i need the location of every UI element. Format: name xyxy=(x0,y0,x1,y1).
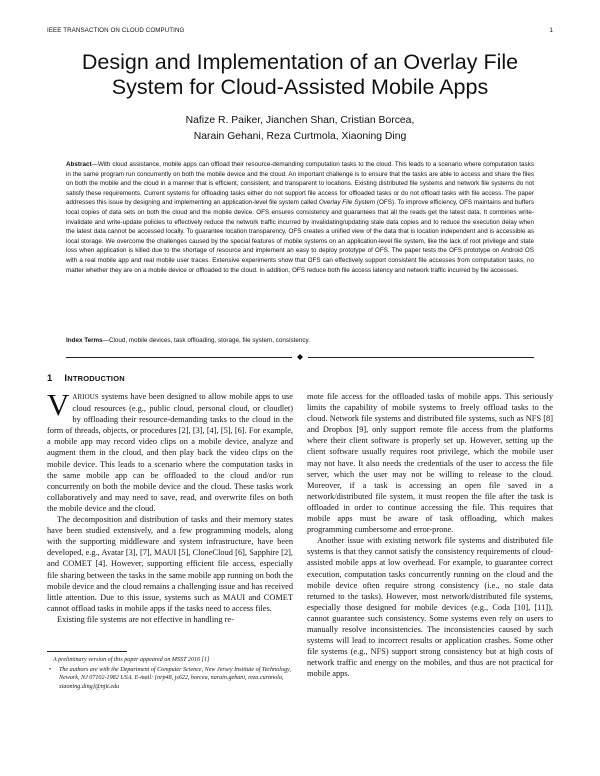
section-title-rest: NTRODUCTION xyxy=(67,374,125,383)
left-column xyxy=(47,387,293,625)
divider-line-left xyxy=(66,357,292,358)
index-terms xyxy=(66,336,534,346)
abstract-system-name: Overlay File System xyxy=(318,199,376,207)
abstract-text-1: —With cloud assistance, mobile apps can offload their resource-demanding computation tasks to the cloud. This leads to a scenario where computation tasks in the same program run concurrently on both the mobile device and the cloud. An important challenge is to ensure that the tasks are able to access and share the files on both the mobile and the cloud in a manner that is efficient, consistent, and transparent to locations. Existing distributed file systems and network file systems do not satisfy these requirements. Current systems for offloading tasks either do not support file access for offloaded tasks or do not offload tasks with file access. The paper addresses this issue by designing and implementing an application-level file system called xyxy=(66,161,534,207)
footnotes xyxy=(47,656,293,691)
right-paragraph-1: mote file access for the offloaded tasks of mobile apps. This seriously limits the capability of mobile systems to freely offload tasks to the cloud. Network file systems and distributed file systems, such as NFS [8] and Dropbox [9], only support remote file access from the platforms where their client software is properly set up. However, setting up the client software usually requires root privilege, which the mobile user may not have. It also needs the credentials of the user to access the file server, which the user may not be willing to release to the cloud. Moreover, if a task is accessing an open file saved in a network/distributed file system, it must reopen the file after the task is offloaded in order to continue accessing the file. This requires that mobile apps must be aware of task offloading, which makes programming cumbersome and error-prone. xyxy=(307,392,553,535)
drop-cap: V xyxy=(47,387,70,422)
left-paragraph-2: The decomposition and distribution of tasks and their memory states have been studied extensively, and a few programming models, along with the supporting middleware and system infrastructure, have been developed, e.g., Avatar [3], [7], MAUI [5], CloneCloud [6], Sapphire [2], and COMET [4]. However, supporting efficient file access, especially file sharing between the tasks in the same mobile app running on both the mobile device and the cloud remains a challenging issue and has received little attention. Due to this issue, systems such as MAUI and COMET cannot offload tasks in mobile apps if the tasks need to access files. xyxy=(47,515,293,613)
author-list xyxy=(60,113,540,144)
running-head xyxy=(47,27,553,37)
diamond-ornament-icon xyxy=(297,354,303,360)
bullet-icon: • xyxy=(49,667,52,674)
smallcaps-lead: ARIOUS xyxy=(72,394,99,401)
journal-name: IEEE TRANSACTION ON CLOUD COMPUTING xyxy=(47,27,185,34)
page-number: 1 xyxy=(549,27,553,34)
title-line-1: Design and Implementation of an Overlay File xyxy=(81,50,519,74)
paper-title xyxy=(40,50,560,100)
section-heading xyxy=(47,372,125,383)
authors-line-2: Narain Gehani, Reza Curtmola, Xiaoning Ding xyxy=(193,130,407,142)
right-paragraph-2: Another issue with existing network file systems and distributed file systems is that they cannot satisfy the consistency requirements of cloud-assisted mobile apps at low overhead. For example, to guarantee correct execution, computation tasks concurrently running on the cloud and the mobile device often require strong consistency (i.e., no stale data returned to the tasks). However, most network/distributed file systems, especially those designed for mobile devices (e.g., Coda [10], [11]), cannot guarantee such consistency. Some systems even rely on users to manually resolve inconsistencies. The inconsistencies caused by such systems will lead to incorrect results or application crashes. Some other file systems (e.g., NFS) support strong consistency but at high costs of network traffic and energy on the mobiles, and thus are not practical for mobile apps. xyxy=(307,536,553,679)
section-divider xyxy=(66,354,534,362)
section-title-initial: I xyxy=(64,372,68,383)
left-paragraph-1 xyxy=(47,387,293,514)
index-terms-text: —Cloud, mobile devices, task offloading, storage, file system, consistency. xyxy=(102,337,310,344)
footnote-rule xyxy=(47,651,127,652)
authors-line-1: Nafize R. Paiker, Jianchen Shan, Cristian Borcea, xyxy=(185,115,415,126)
section-number: 1 xyxy=(47,372,53,383)
index-terms-label: Index Terms xyxy=(66,337,103,344)
title-line-2: System for Cloud-Assisted Mobile Apps xyxy=(111,75,489,99)
abstract-text-2: (OFS). To improve efficiency, OFS maintains and buffers local copies of data sets on both the cloud and the mobile device. OFS ensures consistency and guarantees that all the reads get the latest data. It combines write-invalidate and write-update policies to effectively reduce the network traffic incurred by invalidating/updating stale data copies and to reduce the execution delay when the latest data cannot be accessed locally. To guarantee location transparency, OFS creates a unified view of the data that is location independent and is accessible as local storage. We overcome the challenges caused by the special features of mobile systems on an application-level file system, like the lack of root privilege and state loss when application is killed due to the shortage of resource and implement an easy to deploy prototype of OFS. The paper tests the OFS prototype on Android OS with a real mobile app and real mobile user traces. Extensive experiments show that OFS can effectively support consistent file accesses from computation tasks, no matter whether they are on a mobile device or offloaded to the cloud. In addition, OFS reduce both file access latency and network traffic incurred by file accesses. xyxy=(66,199,534,274)
left-paragraph-1-text: systems have been designed to allow mobile apps to use cloud resources (e.g., public cloud, personal cloud, or cloudlet) by offloading their resource-demanding tasks to the cloud in the form of threads, objects, or procedures [2], [3], [4], [5], [6]. For example, a mobile app may record video clips on a mobile device, analyze and augment them in the cloud, and then play back the video clips on the mobile device. This leads to a scenario where the computation tasks in the same mobile app can be offloaded to the cloud and/or run concurrently on both the mobile device and the cloud. These tasks work collaboratively and may need to save, read, and overwrite files on both the mobile device and the cloud. xyxy=(47,392,293,513)
abstract xyxy=(66,160,534,275)
divider-line-right xyxy=(308,357,534,358)
abstract-label: Abstract xyxy=(66,161,92,168)
right-column xyxy=(307,391,553,679)
footnote-affiliation-text: The authors are with the Department of Computer Science, New Jersey Institute of Technology, Newark, NJ 07102-1982 USA. E-mail: {nrp48, js622, borcea, narain.gehani, reza.curtmola, xiaoning.ding}@njit.edu xyxy=(59,667,291,690)
left-paragraph-3: Existing file systems are not effective in handling re- xyxy=(57,614,234,624)
footnote-affiliation xyxy=(47,666,293,691)
footnote-preliminary: A preliminary version of this paper appeared on MSST 2016 [1] xyxy=(53,657,210,663)
